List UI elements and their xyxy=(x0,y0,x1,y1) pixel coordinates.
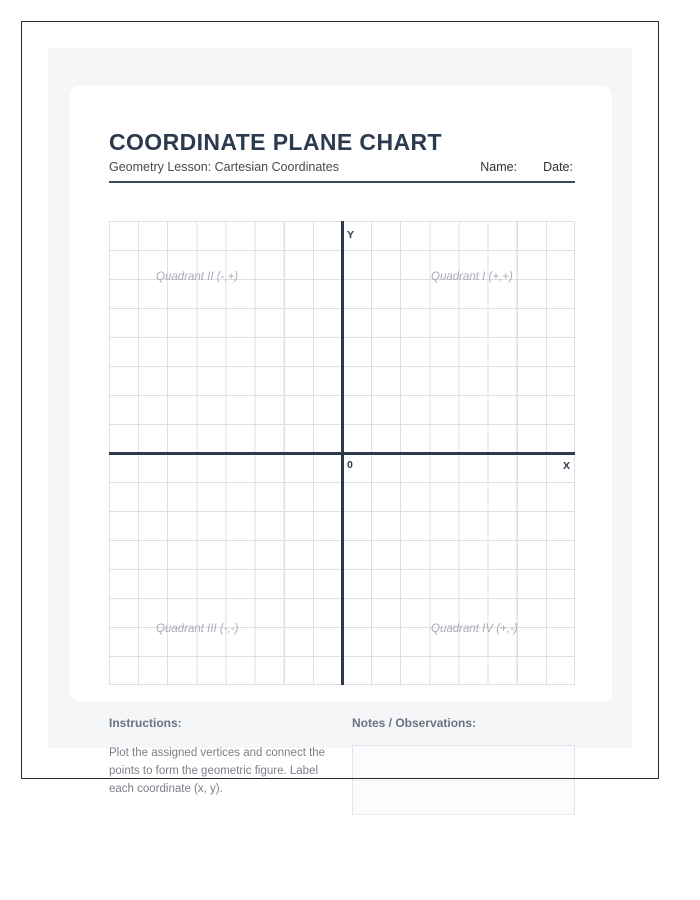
name-field-label[interactable]: Name: xyxy=(480,160,518,175)
instructions-text: Plot the assigned vertices and connect the points to form the geometric figure. Label each coordinate (x, y). xyxy=(109,747,326,795)
worksheet-header xyxy=(109,130,575,183)
y-axis-label: Y xyxy=(347,229,355,241)
quadrant-3-label: Quadrant III (-,-) xyxy=(156,623,239,635)
student-fields-group xyxy=(480,160,575,174)
instructions-column xyxy=(109,716,332,815)
instructions-heading: Instructions: xyxy=(109,716,182,730)
quadrant-4-label: Quadrant IV (+,-) xyxy=(431,623,518,635)
notes-rule-line xyxy=(353,814,574,815)
worksheet-footer xyxy=(109,716,575,815)
notes-column xyxy=(352,716,575,815)
quadrant-2-label: Quadrant II (-,+) xyxy=(156,271,239,283)
coordinate-plane[interactable] xyxy=(109,221,575,685)
page-title: COORDINATE PLANE CHART xyxy=(109,129,442,155)
y-axis-line xyxy=(341,221,344,685)
x-axis-label: X xyxy=(563,460,571,472)
page-subtitle: Geometry Lesson: Cartesian Coordinates xyxy=(109,160,339,175)
origin-label: 0 xyxy=(347,459,353,471)
notes-heading: Notes / Observations: xyxy=(352,716,477,730)
subtitle-row xyxy=(109,160,575,183)
quadrant-1-label: Quadrant I (+,+) xyxy=(431,271,513,283)
notes-input-box[interactable] xyxy=(352,745,575,815)
notes-rule-line xyxy=(353,780,574,781)
date-field-label[interactable]: Date: xyxy=(543,160,573,175)
